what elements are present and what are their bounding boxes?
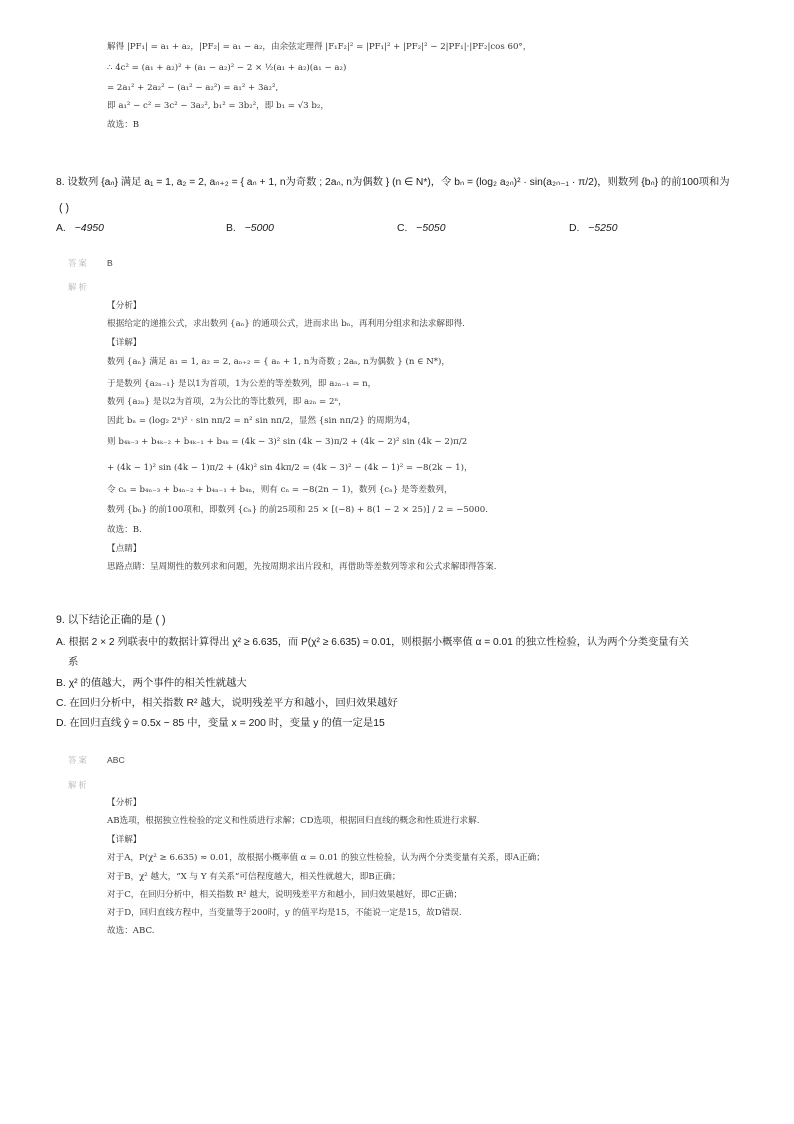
option-label: B.	[226, 223, 236, 234]
analysis-line: 数列 {a₂ₙ} 是以2为首项，2为公比的等比数列，即 a₂ₙ = 2ⁿ，	[107, 397, 347, 407]
answer-value: B	[107, 258, 113, 268]
answer-value: ABC	[107, 755, 125, 765]
option-label: A.	[56, 223, 66, 234]
analysis-tag: 解析	[68, 780, 89, 790]
analysis-line: 数列 {bₙ} 的前100项和，即数列 {cₙ} 的前25项和 25 × [(−8) + 8(1 − 2 × 25)] / 2 = −5000.	[107, 505, 488, 515]
analysis-line: 【分析】	[107, 798, 142, 808]
analysis-line: 根据给定的递推公式，求出数列 {aₙ} 的通项公式，进而求出 bₙ，再利用分组求和法求解即得.	[107, 319, 465, 329]
solution-line: 故选：B	[107, 120, 140, 130]
analysis-line: 于是数列 {a₂ₙ₋₁} 是以1为首项，1为公差的等差数列，即 a₂ₙ₋₁ = n，	[107, 379, 377, 389]
solution-line: 解得 |PF₁| = a₁ + a₂，|PF₂| = a₁ − a₂，由余弦定理得 |F₁F₂|² = |PF₁|² + |PF₂|² − 2|PF₁|·|PF₂|cos 60°，	[107, 42, 532, 52]
analysis-tag: 解析	[68, 282, 89, 292]
option-label: C.	[397, 223, 408, 234]
analysis-line: 故选：ABC.	[107, 926, 155, 936]
analysis-line: 对于B，χ² 越大，“X 与 Y 有关系”可信程度越大，相关性就越大，即B正确；	[107, 872, 401, 882]
solution-line: = 2a₁² + 2a₂² − (a₁² − a₂²) = a₁² + 3a₂²,	[107, 83, 279, 93]
option-value: −5050	[416, 223, 446, 234]
analysis-line: 对于D，回归直线方程中，当变量等于200时，y 的值平均是15，不能说一定是15，故D错误.	[107, 908, 462, 918]
option-c[interactable]: C. 在回归分析中，相关指数 R² 越大，说明残差平方和越小，回归效果越好	[56, 698, 398, 709]
analysis-line: + (4k − 1)² sin (4k − 1)π/2 + (4k)² sin 4kπ/2 = (4k − 3)² − (4k − 1)² = −8(2k − 1)，	[107, 463, 473, 473]
option-value: −5000	[244, 223, 274, 234]
question-stem: 9. 以下结论正确的是 ( )	[56, 614, 166, 626]
analysis-line: 故选：B.	[107, 525, 142, 535]
analysis-line: 思路点睛：呈周期性的数列求和问题，先按周期求出片段和，再借助等差数列等求和公式求解即得答案.	[107, 562, 497, 572]
analysis-line: 【详解】	[107, 338, 142, 348]
analysis-line: 对于A，P(χ² ≥ 6.635) ≈ 0.01，故根据小概率值 α = 0.01 的独立性检验，认为两个分类变量有关系，即A正确；	[107, 853, 545, 863]
answer-tag: 答案	[68, 755, 89, 765]
option-b[interactable]: B. χ² 的值越大，两个事件的相关性就越大	[56, 678, 247, 689]
analysis-line: 数列 {aₙ} 满足 a₁ = 1, a₂ = 2, aₙ₊₂ = { aₙ + 1, n为奇数 ; 2aₙ, n为偶数 } (n ∈ N*)，	[107, 357, 450, 367]
analysis-line: 【详解】	[107, 835, 142, 845]
option-a[interactable]: A. 根据 2 × 2 列联表中的数据计算得出 χ² ≥ 6.635，而 P(χ² ≥ 6.635) ≈ 0.01，则根据小概率值 α = 0.01 的独立性检验，认为两个分类变量有关	[56, 637, 689, 648]
analysis-line: 【点睛】	[107, 544, 142, 554]
option-a[interactable]	[56, 224, 104, 234]
option-b[interactable]	[226, 224, 274, 234]
option-c[interactable]	[397, 224, 445, 234]
solution-line: ∴ 4c² = (a₁ + a₂)² + (a₁ − a₂)² − 2 × ½(a₁ + a₂)(a₁ − a₂)	[107, 63, 347, 73]
answer-tag: 答案	[68, 258, 89, 268]
analysis-line: 【分析】	[107, 301, 142, 311]
analysis-line: 因此 bₙ = (log₂ 2ⁿ)² · sin nπ/2 = n² sin nπ/2，显然 {sin nπ/2} 的周期为4，	[107, 416, 416, 426]
analysis-line: 则 b₄ₖ₋₃ + b₄ₖ₋₂ + b₄ₖ₋₁ + b₄ₖ = (4k − 3)² sin (4k − 3)π/2 + (4k − 2)² sin (4k − 2)π/2	[107, 437, 468, 447]
analysis-line: 对于C，在回归分析中，相关指数 R² 越大，说明残差平方和越小，回归效果越好，即C正确；	[107, 890, 463, 900]
option-label: D.	[569, 223, 580, 234]
option-value: −5250	[588, 223, 618, 234]
option-d[interactable]: D. 在回归直线 ŷ = 0.5x − 85 中，变量 x = 200 时，变量 y 的值一定是15	[56, 718, 385, 729]
solution-line: 即 a₁² − c² = 3c² − 3a₂², b₁² = 3b₂²，即 b₁ = √3 b₂，	[107, 101, 329, 111]
option-a-continued: 系	[68, 657, 79, 668]
question-stem: 8. 设数列 {aₙ} 满足 a₁ = 1, a₂ = 2, aₙ₊₂ = { aₙ + 1, n为奇数 ; 2aₙ, n为偶数 } (n ∈ N*)，令 bₙ = (log₂ a₂ₙ)² · sin(a₂ₙ₋₁ · π/2)，则数列 {bₙ} 的前100项和为	[56, 177, 730, 188]
answer-blank: ( )	[59, 202, 69, 214]
analysis-line: 令 cₙ = b₄ₙ₋₃ + b₄ₙ₋₂ + b₄ₙ₋₁ + b₄ₙ，则有 cₙ = −8(2n − 1)，数列 {cₙ} 是等差数列，	[107, 485, 453, 495]
analysis-line: AB选项，根据独立性检验的定义和性质进行求解；CD选项，根据回归直线的概念和性质进行求解.	[107, 816, 480, 826]
option-d[interactable]	[569, 224, 617, 234]
option-value: −4950	[74, 223, 104, 234]
